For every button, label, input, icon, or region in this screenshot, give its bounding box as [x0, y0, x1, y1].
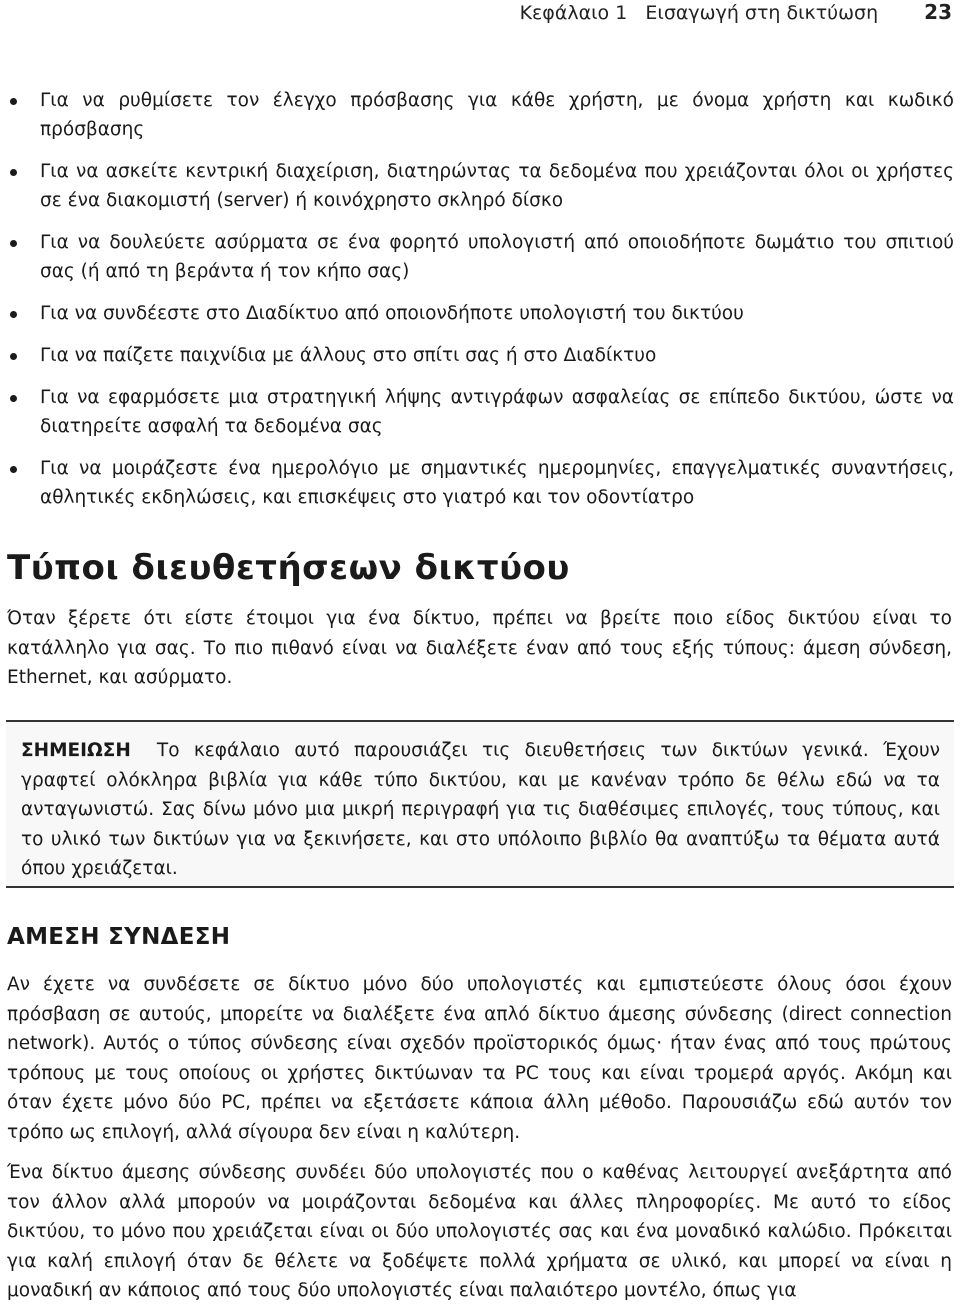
list-item	[0, 454, 960, 512]
chapter-title: Κεφάλαιο 1 Εισαγωγή στη δικτύωση	[519, 2, 879, 24]
note-text: Το κεφάλαιο αυτό παρουσιάζει τις διευθετήσεις των δικτύων γενικά. Έχουν γραφτεί ολόκληρα βιβλία για κάθε τύπο δικτύου, και με κανέναν τρόπο δε θέλω εδώ να τα ανταγωνιστώ. Σας δίνω μόνο μια μικρή περιγραφή για τις διαθέσιμες επιλογές, τους τύπους, και το υλικό των δικτύων για να ξεκινήσετε, και στο υπόλοιπο βιβλίο θα αναπτύξω τα θέματα αυτά όπου χρειάζεται.	[21, 740, 940, 879]
bullet-list	[0, 86, 960, 525]
bullet-icon	[10, 466, 17, 473]
list-item	[0, 228, 960, 286]
list-item	[0, 299, 960, 328]
section-heading: Τύποι διευθετήσεων δικτύου	[7, 548, 570, 588]
list-item	[0, 383, 960, 441]
list-item	[0, 157, 960, 215]
list-item-text: Για να δουλεύετε ασύρματα σε ένα φορητό υπολογιστή από οποιοδήποτε δωμάτιο του σπιτιού σας (ή από τη βεράντα ή τον κήπο σας)	[40, 232, 954, 282]
body-paragraph: Ένα δίκτυο άμεσης σύνδεσης συνδέει δύο υπολογιστές που ο καθένας λειτουργεί ανεξάρτητα από τον άλλον αλλά μπορούν να μοιράζονται δεδομένα και άλλες πληροφορίες. Με αυτό το είδος δικτύου, το μόνο που χρειάζεται είναι οι δύο υπολογιστές σας και ένα μοναδικό καλώδιο. Πρόκειται για καλή επιλογή όταν δε θέλετε να ξοδέψετε πολλά χρήματα σε υλικό, και μπορεί να είναι η μοναδική αν κάποιος από τους δύο υπολογιστές είναι παλαιότερο μοντέλο, όπως για	[7, 1162, 952, 1301]
list-item-text: Για να εφαρμόσετε μια στρατηγική λήψης αντιγράφων ασφαλείας σε επίπεδο δικτύου, ώστε να διατηρείτε ασφαλή τα δεδομένα σας	[40, 387, 954, 437]
list-item-text: Για να συνδέεστε στο Διαδίκτυο από οποιονδήποτε υπολογιστή του δικτύου	[40, 303, 744, 324]
bullet-icon	[10, 98, 17, 105]
bullet-icon	[10, 169, 17, 176]
subsection-heading: ΑΜΕΣΗ ΣΥΝΔΕΣΗ	[7, 924, 231, 950]
list-item-text: Για να ασκείτε κεντρική διαχείριση, διατηρώντας τα δεδομένα που χρειάζονται όλοι οι χρήστες σε ένα διακομιστή (server) ή κοινόχρηστο σκληρό δίσκο	[40, 161, 954, 211]
note-label: ΣΗΜΕΙΩΣΗ	[21, 740, 131, 761]
note-box	[6, 720, 954, 888]
list-item-text: Για να μοιράζεστε ένα ημερολόγιο με σημαντικές ημερομηνίες, επαγγελματικές συναντήσεις, αθλητικές εκδηλώσεις, και επισκέψεις στο γιατρό και τον οδοντίατρο	[40, 458, 954, 508]
list-item	[0, 341, 960, 370]
bullet-icon	[10, 353, 17, 360]
note-body	[21, 736, 940, 884]
bullet-icon	[10, 311, 17, 318]
list-item	[0, 86, 960, 144]
list-item-text: Για να παίζετε παιχνίδια με άλλους στο σπίτι σας ή στο Διαδίκτυο	[40, 345, 657, 366]
running-header	[520, 0, 952, 28]
body-paragraph: Αν έχετε να συνδέσετε σε δίκτυο μόνο δύο υπολογιστές και εμπιστεύεστε όλους όσοι έχουν πρόσβαση σε αυτούς, μπορείτε να διαλέξετε ένα απλό δίκτυο άμεσης σύνδεσης (direct connection network). Αυτός ο τύπος σύνδεσης είναι σχεδόν προϊστορικός όμως· ήταν ένας από τους πρώτους τρόπους με τους οποίους οι χρήστες δικτύωναν τα PC τους και είναι τρομερά αργός. Ακόμη και όταν έχετε μόνο δύο PC, πρέπει να εξετάσετε κάποια άλλη μέθοδο. Παρουσιάζω εδώ αυτόν τον τρόπο ως επιλογή, αλλά σίγουρα δεν είναι η καλύτερη.	[7, 974, 952, 1143]
bullet-icon	[10, 395, 17, 402]
bullet-icon	[10, 240, 17, 247]
page-number: 23	[924, 0, 952, 24]
list-item-text: Για να ρυθμίσετε τον έλεγχο πρόσβασης για κάθε χρήστη, με όνομα χρήστη και κωδικό πρόσβασης	[40, 90, 954, 140]
intro-paragraph: Όταν ξέρετε ότι είστε έτοιμοι για ένα δίκτυο, πρέπει να βρείτε ποιο είδος δικτύου είναι το κατάλληλο για σας. Το πιο πιθανό είναι να διαλέξετε έναν από τους εξής τύπους: άμεση σύνδεση, Ethernet, και ασύρματο.	[7, 608, 952, 688]
